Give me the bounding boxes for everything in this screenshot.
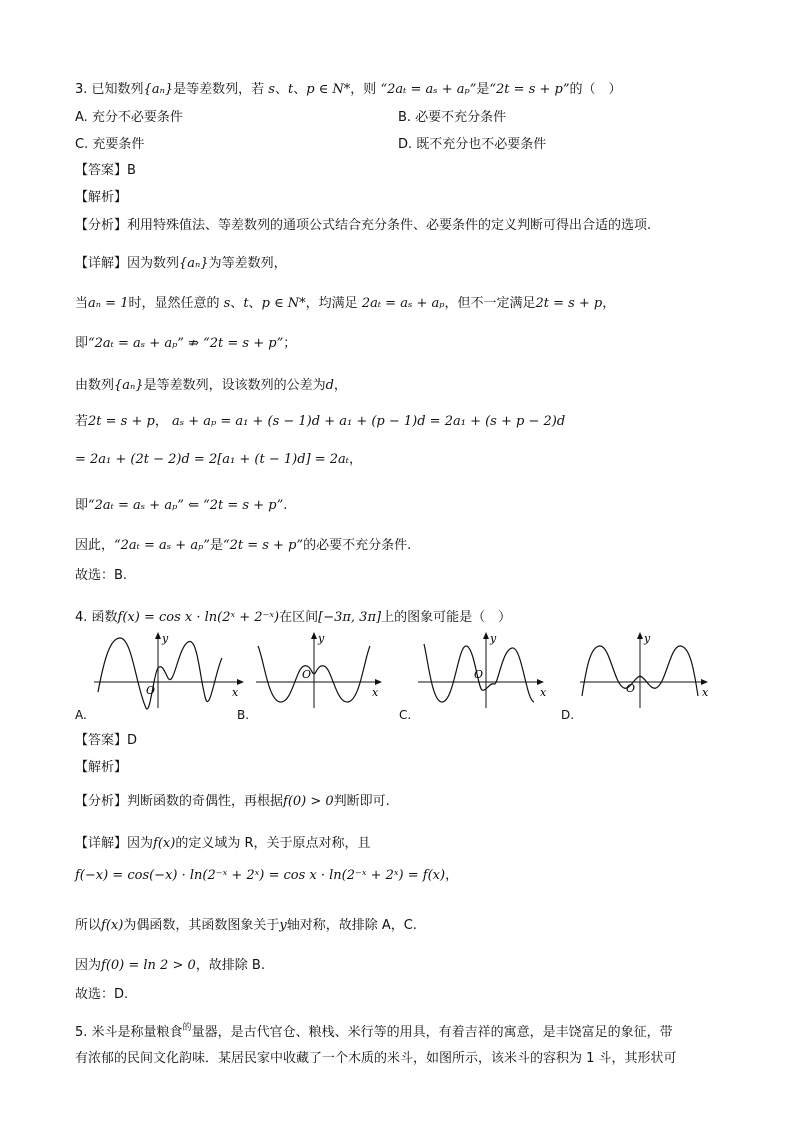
- q5-line-2: 有浓郁的民间文化韵味．某居民家中收藏了一个木质的米斗，如图所示，该米斗的容积为 1 斗，其形状可: [75, 1051, 677, 1066]
- q3-option-a: A. 充分不必要条件: [75, 110, 183, 125]
- graph-c-origin: O: [474, 668, 484, 681]
- q3-detail-6: = 2a₁ + (2t − 2)d = 2[a₁ + (t − 1)d] = 2aₜ，: [75, 452, 363, 467]
- q4-fenxi: 【分析】判断函数的奇偶性，再根据f(0) > 0判断即可.: [75, 794, 390, 809]
- q4-detail-2: 所以f(x)为偶函数，其函数图象关于y轴对称，故排除 A，C.: [75, 918, 417, 933]
- q3-stem: 3. 已知数列{aₙ}是等差数列，若 s、t、p ∈ N*，则 “2aₜ = aₛ + aₚ”是“2t = s + p”的（ ）: [75, 82, 622, 97]
- graph-d: [576, 630, 736, 710]
- q3-detail-7: 即“2aₜ = aₛ + aₚ” ⇐ “2t = s + p”.: [75, 498, 288, 513]
- q4-detail-1: 【详解】因为f(x)的定义域为 R，关于原点对称，且: [75, 836, 371, 851]
- q3-answer: 【答案】B: [75, 163, 136, 178]
- graph-d-y-label: y: [644, 632, 651, 645]
- graph-a-x-label: x: [232, 686, 239, 699]
- q3-detail-2: 当aₙ = 1时，显然任意的 s、t、p ∈ N*，均满足 2aₜ = aₛ + aₚ，但不一定满足2t = s + p，: [75, 296, 616, 311]
- graph-d-x-label: x: [702, 686, 709, 699]
- q3-choose: 故选：B.: [75, 568, 128, 583]
- q3-option-c: C. 充要条件: [75, 137, 145, 152]
- graph-b: [252, 630, 412, 710]
- graph-c-y-label: y: [490, 632, 497, 645]
- graph-b-y-label: y: [318, 632, 325, 645]
- q3-detail-1: 【详解】因为数列{aₙ}为等差数列，: [75, 256, 287, 271]
- graph-a-label: A.: [75, 708, 87, 722]
- graph-c-x-label: x: [540, 686, 547, 699]
- q4-even-proof: f(−x) = cos(−x) · ln(2⁻ˣ + 2ˣ) = cos x · ln(2⁻ˣ + 2ˣ) = f(x)，: [75, 868, 459, 883]
- q5-line-1: 5. 米斗是称量粮食$^的$量器，是古代官仓、粮栈、米行等的用具，有着吉祥的寓意，是丰饶富足的象征，带: [75, 1023, 673, 1040]
- q3-detail-4: 由数列{aₙ}是等差数列，设该数列的公差为d，: [75, 378, 347, 393]
- graph-b-origin: O: [302, 668, 312, 681]
- q4-choose: 故选：D.: [75, 987, 129, 1002]
- graph-d-label: D.: [561, 708, 575, 722]
- q3-option-b: B. 必要不充分条件: [398, 110, 507, 125]
- q3-analysis-heading: 【解析】: [75, 190, 128, 205]
- q3-option-d: D. 既不充分也不必要条件: [398, 137, 547, 152]
- q3-detail-8: 因此，“2aₜ = aₛ + aₚ”是“2t = s + p”的必要不充分条件.: [75, 538, 412, 553]
- q4-detail-3: 因为f(0) = ln 2 > 0，故排除 B.: [75, 958, 265, 973]
- graph-c-label: C.: [399, 708, 412, 722]
- q3-detail-5: 若2t = s + p， aₛ + aₚ = a₁ + (s − 1)d + a₁ + (p − 1)d = 2a₁ + (s + p − 2)d: [75, 414, 566, 429]
- graph-a: [90, 630, 250, 710]
- q3-fenxi: 【分析】利用特殊值法、等差数列的通项公式结合充分条件、必要条件的定义判断可得出合适的选项.: [75, 218, 652, 233]
- graph-c: [414, 630, 574, 710]
- q3-detail-3: 即“2aₜ = aₛ + aₚ” ⇏ “2t = s + p”；: [75, 336, 297, 351]
- graph-b-label: B.: [237, 708, 250, 722]
- graph-a-origin: O: [146, 684, 156, 697]
- graph-d-origin: O: [626, 682, 636, 695]
- q4-analysis-heading: 【解析】: [75, 760, 128, 775]
- q4-stem: 4. 函数f(x) = cos x · ln(2ˣ + 2⁻ˣ)在区间[−3π, 3π]上的图象可能是（ ）: [75, 610, 512, 625]
- q4-answer: 【答案】D: [75, 733, 138, 748]
- graph-a-y-label: y: [162, 632, 169, 645]
- graph-b-x-label: x: [372, 686, 379, 699]
